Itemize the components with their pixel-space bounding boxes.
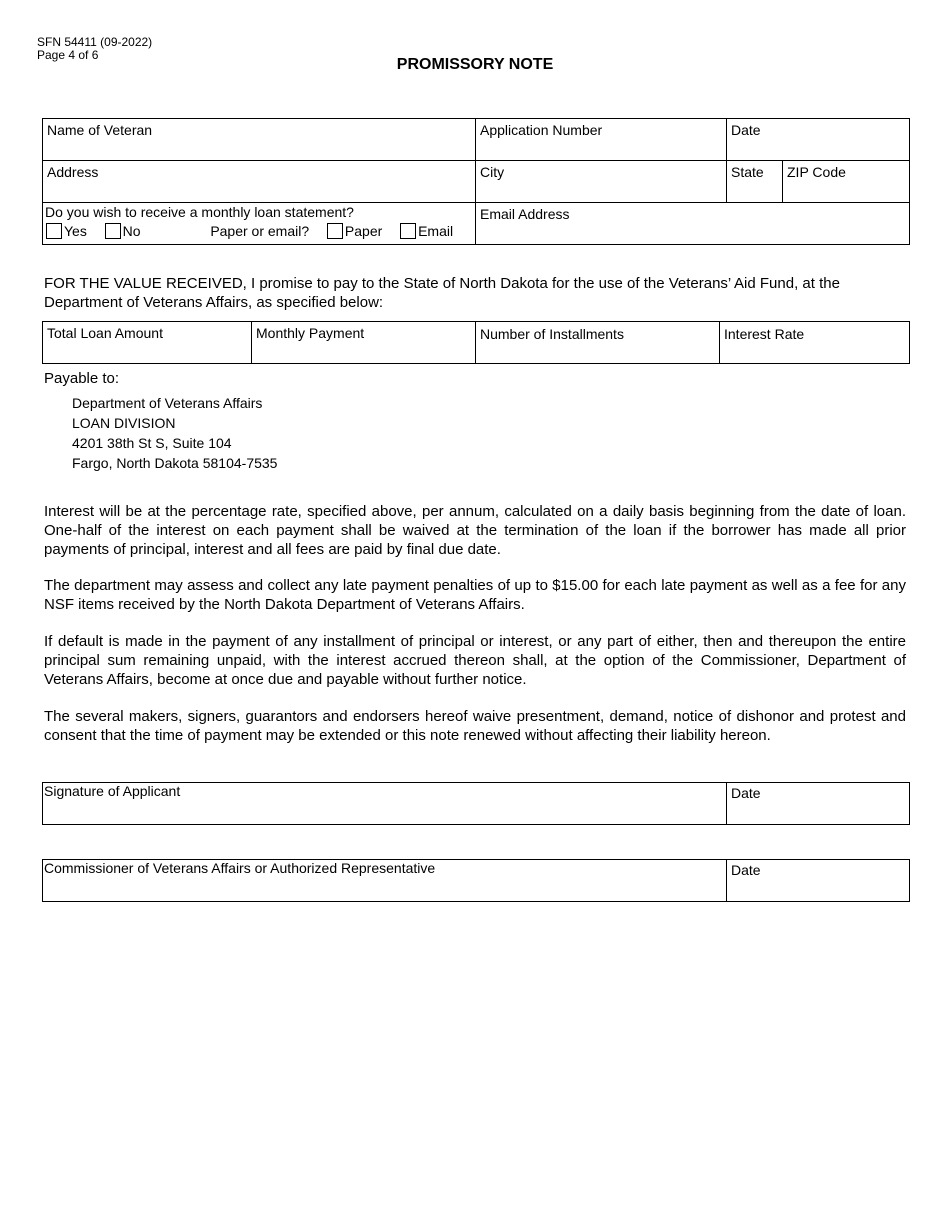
zip-label: ZIP Code	[787, 164, 846, 180]
commissioner-signature-table	[42, 859, 910, 902]
late-fees-paragraph: The department may assess and collect any late payment penalties of up to $15.00 for each late payment as well as a fee for any NSF items received by the North Dakota Department of Veterans Affairs.	[44, 577, 906, 613]
email-checkbox[interactable]	[400, 223, 416, 239]
monthly-statement-question: Do you wish to receive a monthly loan statement?	[45, 204, 354, 220]
payable-line-1: Department of Veterans Affairs	[72, 395, 263, 411]
applicant-signature-table	[42, 782, 910, 825]
page-number: Page 4 of 6	[37, 48, 99, 62]
waiver-paragraph: The several makers, signers, guarantors and endorsers hereof waive presentment, demand, notice of dishonor and protest and consent that the time of payment may be extended or this note renewed without affecting their liability hereon.	[44, 708, 906, 744]
no-checkbox[interactable]	[105, 223, 121, 239]
payable-to-label: Payable to:	[44, 370, 120, 387]
total-loan-amount-field[interactable]	[43, 322, 252, 364]
paper-or-email-label: Paper or email?	[210, 223, 310, 239]
interest-rate-label: Interest Rate	[724, 326, 805, 342]
payable-to-address	[72, 393, 277, 473]
payable-line-3: 4201 38th St S, Suite 104	[72, 435, 232, 451]
total-loan-amount-label: Total Loan Amount	[47, 325, 163, 341]
veteran-info-table	[42, 118, 910, 245]
veteran-name-field[interactable]	[43, 119, 476, 161]
payable-line-2: LOAN DIVISION	[72, 415, 176, 431]
monthly-payment-field[interactable]	[252, 322, 476, 364]
commissioner-date-label: Date	[731, 862, 761, 878]
zip-field[interactable]	[783, 161, 910, 203]
date-field[interactable]	[727, 119, 910, 161]
date-label: Date	[731, 122, 761, 138]
commissioner-date-field[interactable]	[727, 860, 910, 902]
address-label: Address	[47, 164, 99, 180]
form-id: SFN 54411 (09-2022)	[37, 35, 153, 49]
state-label: State	[731, 164, 764, 180]
applicant-date-field[interactable]	[727, 783, 910, 825]
application-number-label: Application Number	[480, 122, 603, 138]
installments-field[interactable]	[476, 322, 720, 364]
interest-paragraph: Interest will be at the percentage rate, specified above, per annum, calculated on a daily basis beginning from the date of loan. One-half of the interest on each payment shall be waived at the termination of the loan if the borrower has made all prior payments of principal, interest and all fees are paid by final due date.	[44, 503, 906, 558]
email-address-field[interactable]	[476, 203, 910, 245]
city-label: City	[480, 164, 505, 180]
email-address-label: Email Address	[480, 206, 570, 222]
payable-line-4: Fargo, North Dakota 58104-7535	[72, 455, 278, 471]
monthly-payment-label: Monthly Payment	[256, 325, 365, 341]
state-field[interactable]	[727, 161, 783, 203]
commissioner-signature-field[interactable]	[43, 860, 727, 902]
statement-options	[43, 220, 475, 239]
veteran-name-label: Name of Veteran	[47, 122, 153, 138]
commissioner-signature-label: Commissioner of Veterans Affairs or Authorized Representative	[44, 860, 436, 876]
interest-rate-field[interactable]	[720, 322, 910, 364]
paper-checkbox[interactable]	[327, 223, 343, 239]
monthly-statement-cell	[43, 203, 476, 245]
city-field[interactable]	[476, 161, 727, 203]
applicant-signature-field[interactable]	[43, 783, 727, 825]
yes-label: Yes	[64, 223, 87, 239]
application-number-field[interactable]	[476, 119, 727, 161]
loan-terms-table	[42, 321, 910, 364]
no-label: No	[122, 223, 141, 239]
address-field[interactable]	[43, 161, 476, 203]
page-title: PROMISSORY NOTE	[396, 56, 554, 73]
yes-checkbox[interactable]	[46, 223, 62, 239]
email-option-label: Email	[418, 223, 454, 239]
applicant-signature-label: Signature of Applicant	[44, 783, 181, 799]
default-paragraph: If default is made in the payment of any installment of principal or interest, or any part of either, then and thereupon the entire principal sum remaining unpaid, with the interest accrued thereon shall, at the option of the Commissioner, Department of Veterans Affairs, become at once due and payable without further notice.	[44, 633, 906, 688]
applicant-date-label: Date	[731, 785, 761, 801]
value-received-text: FOR THE VALUE RECEIVED, I promise to pay to the State of North Dakota for the use of the Veterans’ Aid Fund, at the Department of Veterans Affairs, as specified below:	[44, 275, 840, 311]
paper-label: Paper	[344, 223, 383, 239]
installments-label: Number of Installments	[480, 326, 624, 342]
